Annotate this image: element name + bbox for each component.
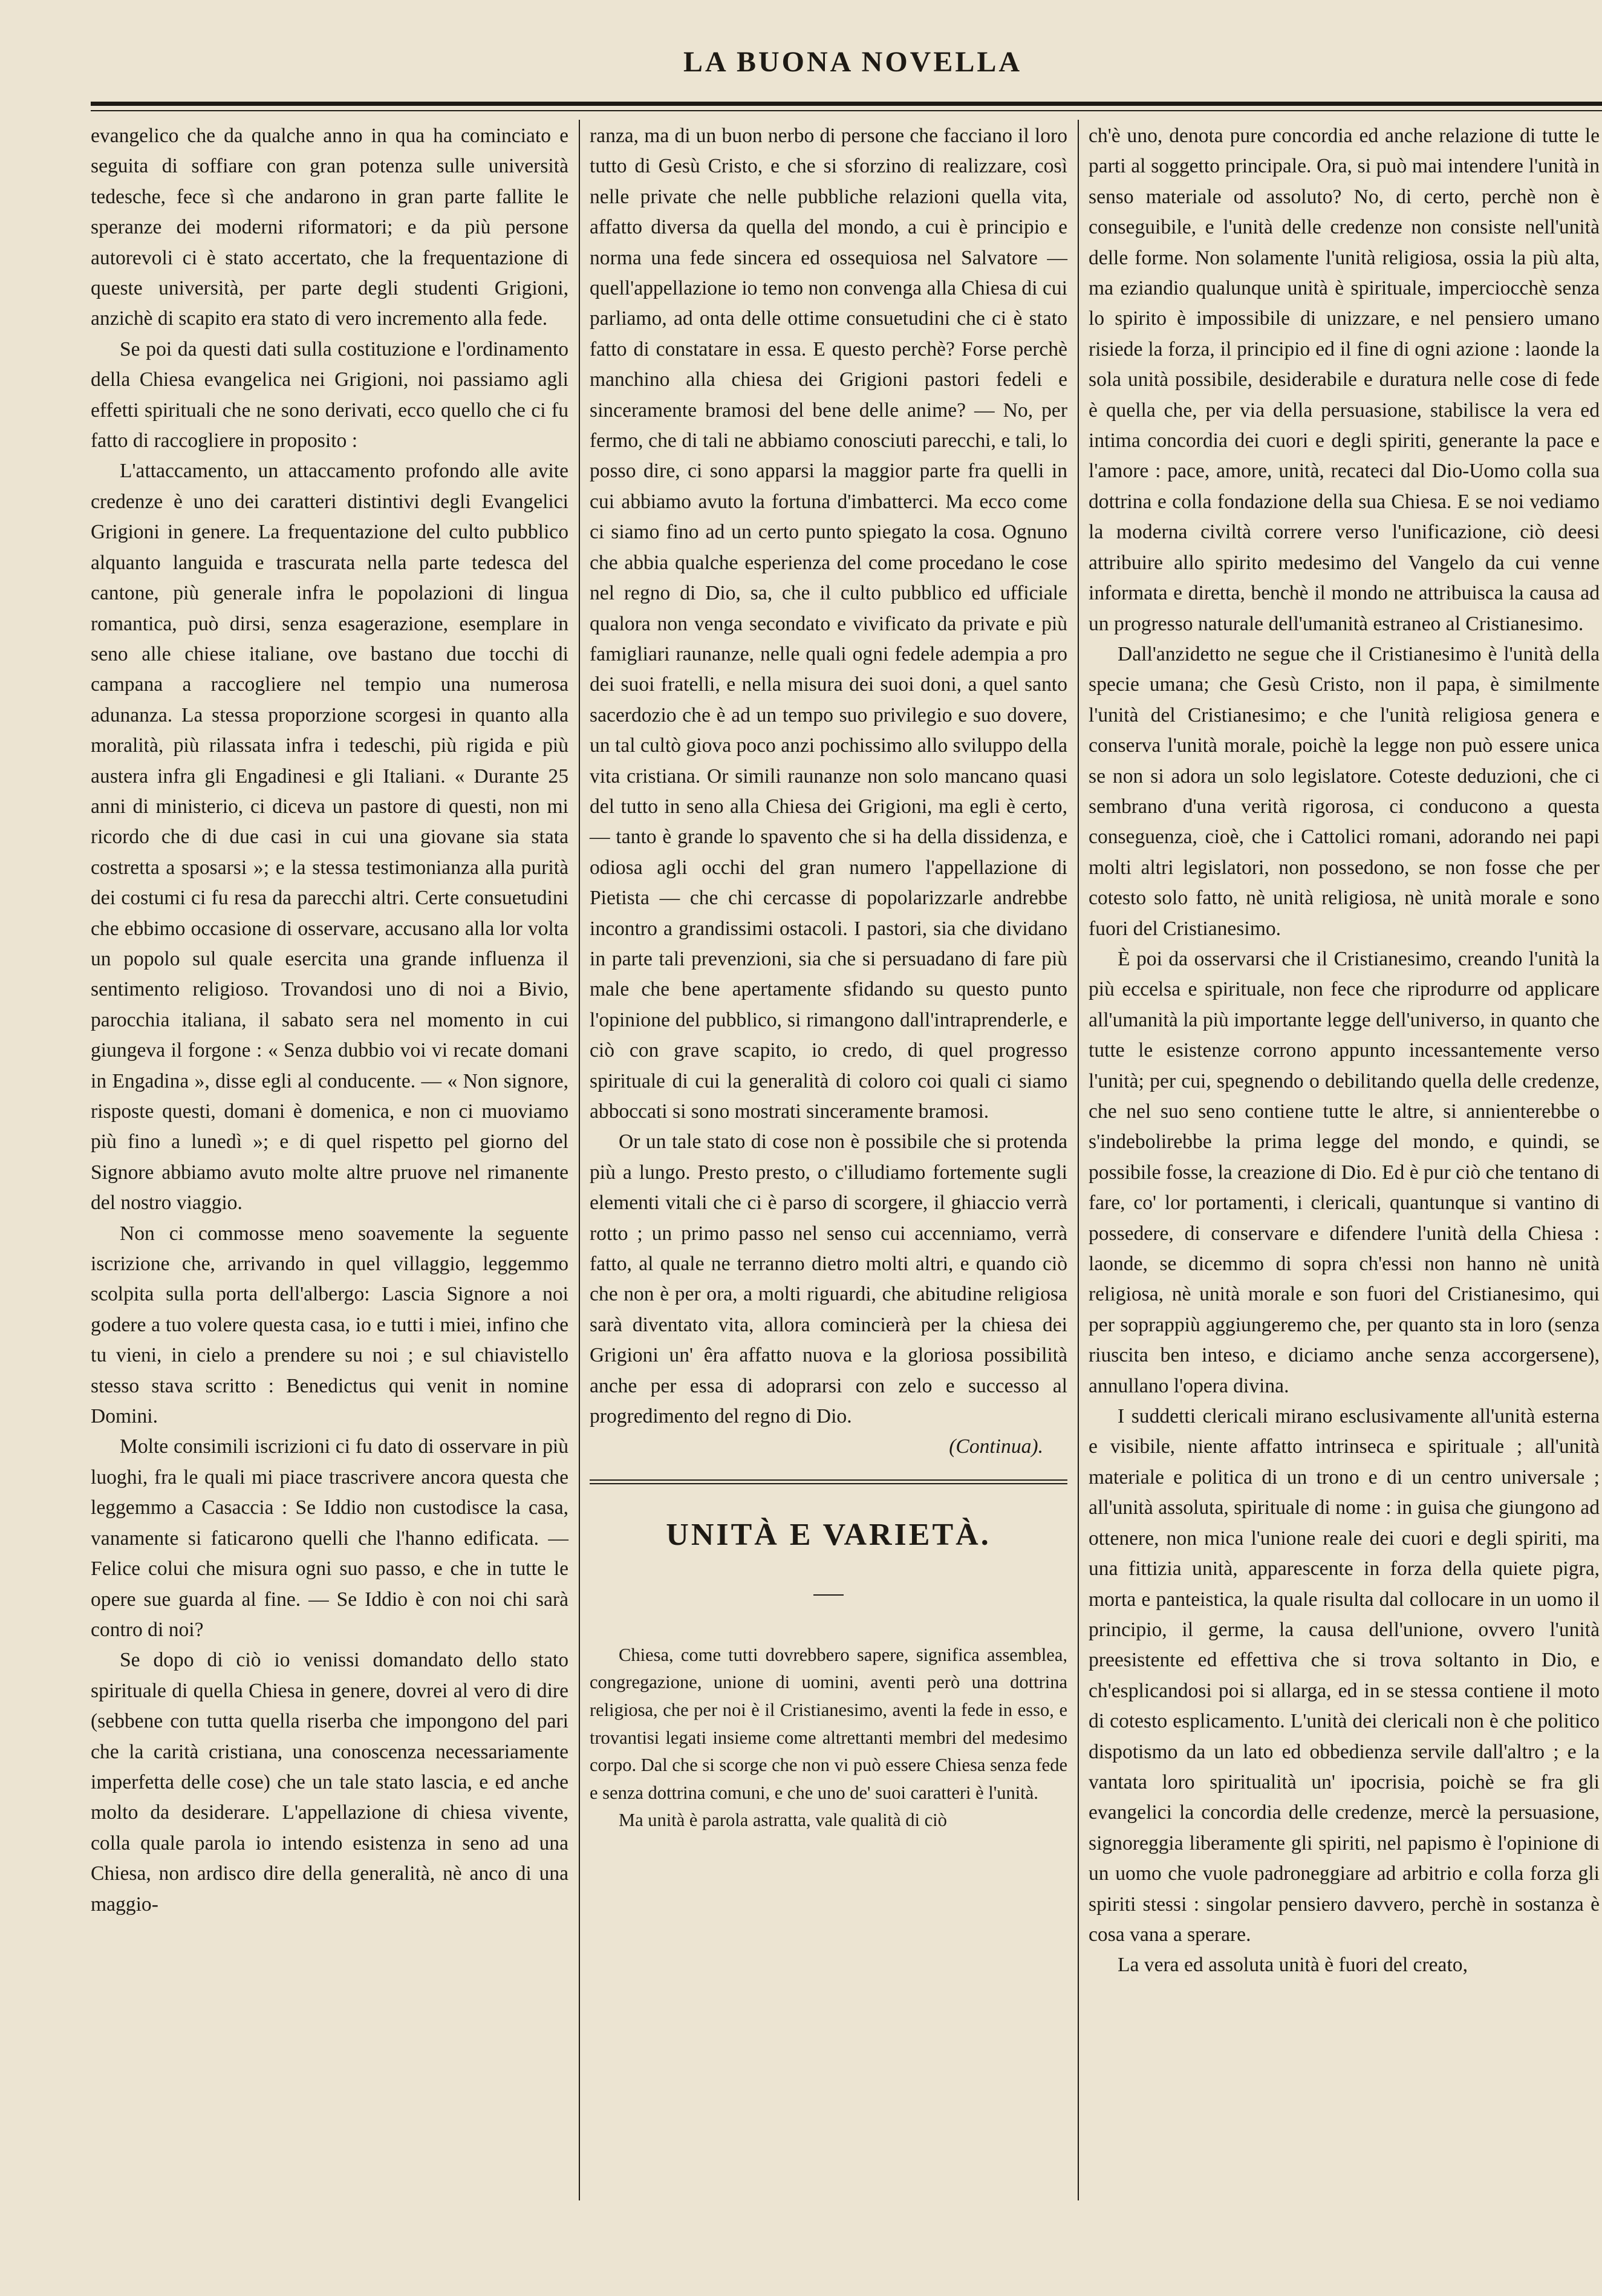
paragraph: evangelico che da qualche anno in qua ha cominciato e seguita di soffiare con gran potenza sulle università tedesche, fece sì che andarono in gran parte fallite le speranze dei moderni riformatori; e da più persone autorevoli ci è stato accertato, che la frequentazione di queste università, per parte degli studenti Grigioni, anzichè di scapito era stato di vero incremento alla fede. [91, 125, 568, 330]
article-separator [590, 1479, 1067, 1484]
article-body [590, 1642, 1067, 1835]
paragraph: Dall'anzidetto ne segue che il Cristianesimo è l'unità della specie umana; che Gesù Cristo, non il papa, è similmente l'unità del Cristianesimo; e che l'unità religiosa genera e conserva l'unità morale, poichè la legge non può essere unica se non si adora un solo legislatore. Coteste deduzioni, che ci sembrano d'una verità rigorosa, ci conducono a questa conseguenza, cioè, che i Cattolici romani, adorando nei papi molti altri legislatori, non possedono, se non fosse che per cotesto solo fatto, nè unità religiosa, nè unità morale e sono fuori del Cristianesimo. [1089, 642, 1600, 940]
paragraph: Non ci commosse meno soavemente la seguente iscrizione che, arrivando in quel villaggio, leggemmo scolpita sulla porta dell'albergo: Lascia Signore a noi godere a tuo volere questa casa, io e tutti i miei, infino che tu vieni, in cielo a prendere su noi ; e sul chiavistello stesso stava scritto : Benedictus qui venit in nomine Domini. [91, 1222, 568, 1428]
header-rule [91, 102, 1602, 106]
column-divider [579, 120, 580, 2200]
paragraph: Ma unità è parola astratta, vale qualità di ciò [619, 1810, 947, 1831]
paragraph: Molte consimili iscrizioni ci fu dato di osservare in più luoghi, fra le quali mi piace trascrivere ancora questa che leggemmo a Casaccia : Se Iddio non custodisce la casa, vanamente si faticarono quelli che l'hanno edificata. — Felice colui che misura ogni suo passo, e che in tutte le opere sue guarda al fine. — Se Iddio è con noi chi sarà contro di noi? [91, 1435, 568, 1641]
page-title: LA BUONA NOVELLA [683, 46, 1023, 78]
paragraph: I suddetti clericali mirano esclusivamente all'unità esterna e visibile, niente affatto intrinseca e spirituale ; all'unità materiale e politica di un trono e di un centro universale ; all'unità assoluta, spirituale di nome : in guisa che giungono ad ottenere, non mica l'unione reale dei cuori e degli spiriti, ma una fittizia unità, apparescente in forza della quiete pigra, morta e panteistica, la quale risulta dal collocare in un uomo il principio, il germe, la causa dell'unione, ovvero l'unità preesistente ed effettiva che si trova soltanto in Dio, e ch'esplicandosi poi si allarga, ed in se stessa contiene il moto di cotesto esplicamento. L'unità dei clericali non è che politico dispotismo da un lato ed obbedienza servile dall'altro ; e la vantata loro spiritualità un' ipocrisia, poichè se fra gli evangelici la concordia delle credenze, mercè la persuasione, signoreggia liberamente gli spiriti, nel papismo è l'opinione di un uomo che vuole padroneggiare ad arbitrio e colla forza gli spiriti stessi : singolar pensiero davvero, perchè in sostanza è cosa vana a sperare. [1089, 1405, 1600, 1946]
paragraph: Se poi da questi dati sulla costituzione e l'ordinamento della Chiesa evangelica nei Grigioni, noi passiamo agli effetti spirituali che ne sono derivati, ecco quello che ci fu fatto di raccogliere in proposito : [91, 338, 568, 452]
paragraph: La vera ed assoluta unità è fuori del creato, [1118, 1954, 1468, 1977]
paragraph: ch'è uno, denota pure concordia ed anche relazione di tutte le parti al soggetto principale. Ora, si può mai intendere l'unità in senso materiale od assoluto? No, di certo, perchè non è conseguibile, e l'unità delle credenze non consiste nell'unità delle forme. Non solamente l'unità religiosa, ossia la più alta, ma eziandio qualunque unità è spirituale, imperciocchè senza lo spirito è impossibile di unizzare, e nel pensiero umano risiede la forza, il principio ed il fine di ogni azione : laonde la sola unità possibile, desiderabile e duratura nelle cose di fede è quella che, per via della persuasione, stabilisce la vera ed intima concordia dei cuori e degli spiriti, generante la pace e l'amore : pace, amore, unità, recateci dal Dio-Uomo colla sua dottrina e colla fondazione della sua Chiesa. E se noi vediamo la moderna civiltà correre verso l'unificazione, ciò deesi attribuire allo spirito medesimo del Vangelo da cui venne informata e diretta, benchè il mondo ne attribuisca la causa ad un progresso naturale dell'umanità estraneo al Cristianesimo. [1089, 125, 1600, 635]
column-1 [91, 121, 568, 1920]
article-heading: UNITÀ E VARIETÀ. [666, 1517, 991, 1552]
heading-dash [813, 1594, 844, 1596]
column-2 [590, 121, 1067, 1835]
paragraph: Or un tale stato di cose non è possibile che si protenda più a lungo. Presto presto, o c'illudiamo fortemente sugli elementi vitali che ci è parso di scorgere, il ghiaccio verrà rotto ; un primo passo nel senso cui accenniamo, verrà fatto, al quale ne terranno dietro molti altri, e quando ciò che non è per ora, a molti riguardi, che abitudine religiosa sarà diventato vita, allora comincierà per la chiesa dei Grigioni un' êra affatto nuova e la gloriosa possibilità anche per essa di adoprarsi con zelo e successo al progredimento del regno di Dio. [590, 1130, 1067, 1428]
header-rule-thin [91, 110, 1602, 111]
column-3 [1089, 121, 1600, 1981]
column-divider [1078, 120, 1079, 2200]
paragraph: Chiesa, come tutti dovrebbero sapere, significa assemblea, congregazione, unione di uomini, aventi però una dottrina religiosa, che per noi è il Cristianesimo, aventi la fede in esso, e trovantisi legati insieme come altrettanti membri del medesimo corpo. Dal che si scorge che non vi può essere Chiesa senza fede e senza dottrina comuni, e che uno de' suoi caratteri è l'unità. [590, 1644, 1067, 1803]
paragraph: L'attaccamento, un attaccamento profondo alle avite credenze è uno dei caratteri distintivi degli Evangelici Grigioni in genere. La frequentazione del culto pubblico alquanto languida e trascurata nella parte tedesca del cantone, più generale infra le popolazioni di lingua romantica, può dirsi, senza esagerazione, esemplare in seno alle chiese italiane, ove bastano due tocchi di campana a raccogliere nel tempio una numerosa adunanza. La stessa proporzione scorgesi in quanto alla moralità, più rilassata infra i tedeschi, più rigida e più austera infra gli Engadinesi e gli Italiani. « Durante 25 anni di ministerio, ci diceva un pastore di questi, non mi ricordo che di due casi in cui una giovane sia stata costretta a sposarsi »; e la stessa testimonianza alla purità dei costumi ci fu resa da parecchi altri. Certe consuetudini che ebbimo occasione di osservare, accusano alla lor volta un popolo sul quale esercita una grande influenza il sentimento religioso. Trovandosi uno di noi a Bivio, parocchia italiana, il sabato sera nel momento in cui giungeva il forgone : « Senza dubbio voi vi recate domani in Engadina », disse egli al conducente. — « Non signore, risposte questi, domani è domenica, e non ci muoviamo più fino a lunedì »; e di quel rispetto pel giorno del Signore abbiamo avuto molte altre pruove nel rimanente del nostro viaggio. [91, 460, 568, 1215]
paragraph: ranza, ma di un buon nerbo di persone che facciano il loro tutto di Gesù Cristo, e che si sforzino di realizzare, così nelle private che nelle pubbliche relazioni quella vita, affatto diversa da quella del mondo, a cui è principio e norma una fede sincera ed ossequiosa nel Salvatore — quell'appellazione io temo non convenga alla Chiesa di cui parliamo, ad onta delle ottime consuetudini che ci è stato fatto di constatare in essa. E questo perchè? Forse perchè manchino alla chiesa dei Grigioni pastori fedeli e sinceramente bramosi del bene delle anime? — No, per fermo, che di tali ne abbiamo conosciuti parecchi, e tali, lo posso dire, ci sono apparsi la maggior parte fra quelli in cui abbiamo avuto la fortuna d'imbatterci. Ma ecco come ci siamo fino ad un certo punto spiegato la cosa. Ognuno che abbia qualche esperienza del come procedano le cose nel regno di Dio, sa, che il culto pubblico ed ufficiale qualora non venga secondato e vivificato da private e più famigliari raunanze, nelle quali ogni fedele adempia a pro dei suoi fratelli, e nella misura dei suoi doni, a quel santo sacerdozio che è ad un tempo suo privilegio e suo dovere, un tal cultò giova poco anzi pochissimo allo sviluppo della vita cristiana. Or simili raunanze non solo mancano quasi del tutto in seno alla Chiesa dei Grigioni, ma egli è certo, — tanto è grande lo spavento che si ha della dissidenza, e odiosa agli occhi del gran numero l'appellazione di Pietista — che chi cercasse di popolarizzarle andrebbe incontro a grandissimi ostacoli. I pastori, sia che dividano in parte tali prevenzioni, sia che si persuadano di fare più male che bene apertamente sfidando su questo punto l'opinione del pubblico, si rimangono dall'intraprenderle, e ciò con grave scapito, io credo, di quel progresso spirituale di cui la generalità di coloro coi quali ci siamo abboccati si sono mostrati sinceramente bramosi. [590, 125, 1067, 1123]
paragraph: È poi da osservarsi che il Cristianesimo, creando l'unità la più eccelsa e spirituale, non fece che riprodurre od applicare all'umanità la più importante legge dell'universo, in quanto che tutte le esistenze corrono appunto incessantemente verso l'unità; per cui, spegnendo o debilitando quella delle credenze, che nel suo seno contiene tutte le altre, si annienterebbe o s'indebolirebbe la prima legge del mondo, e quindi, se possibile fosse, la creazione di Dio. Ed è pur ciò che tentano di fare, co' lor portamenti, i clericali, quantunque si vantino di possedere, di conservare e difendere l'unità della Chiesa : laonde, se dicemmo di sopra ch'essi non hanno nè unità religiosa, nè unità morale e son fuori del Cristianesimo, qui per soprappiù aggiungeremo che, per quanto sta in loro (senza riuscita ben inteso, e diciamo anche senza accorgersene), annullano l'opera divina. [1089, 947, 1600, 1397]
continua-note: (Continua). [949, 1435, 1043, 1458]
paragraph: Se dopo di ciò io venissi domandato dello stato spirituale di quella Chiesa in genere, dovrei al vero di dire (sebbene con tutta quella riserba che impongono del pari che la carità cristiana, una conoscenza necessariamente imperfetta delle cose) che un tale stato lascia, e ed anche molto da desiderare. L'appellazione di chiesa vivente, colla quale parola io intendo esistenza in seno ad una Chiesa, non ardisco dire della generalità, nè anco di una maggio- [91, 1649, 568, 1916]
